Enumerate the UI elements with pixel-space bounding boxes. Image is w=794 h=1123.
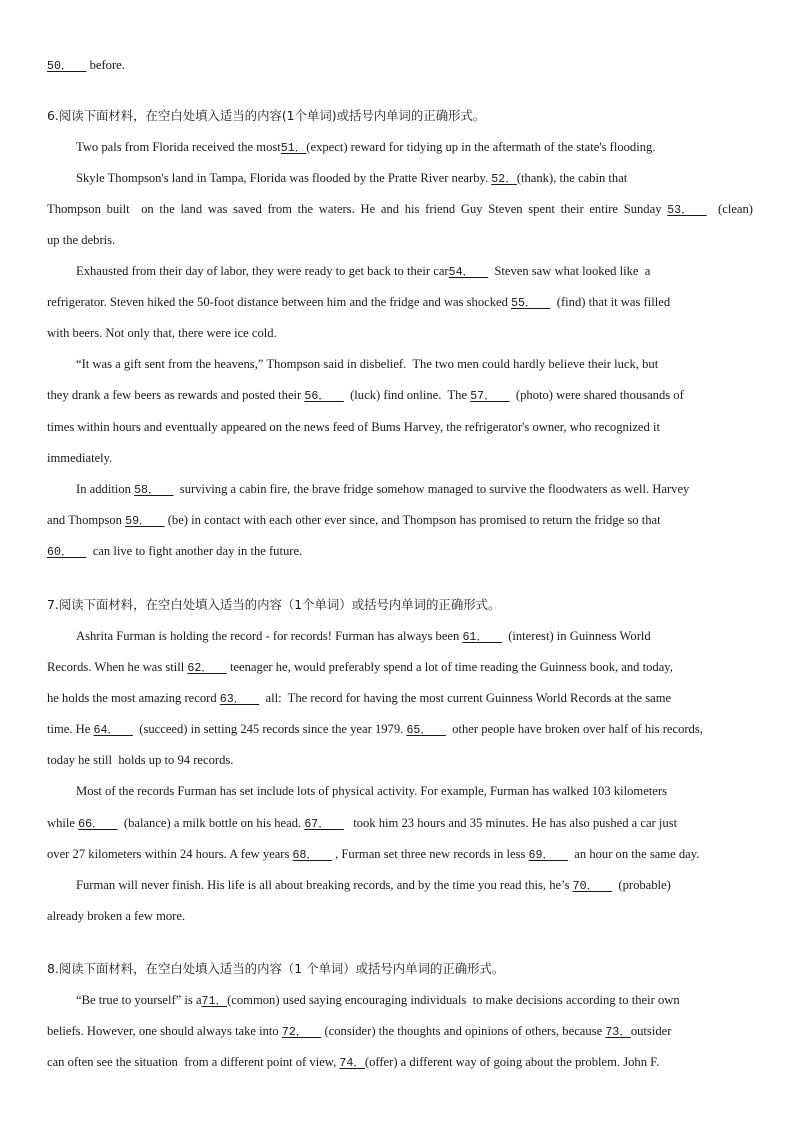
text-segment: already broken a few more. bbox=[47, 909, 186, 923]
text-segment: refrigerator. Steven hiked the 50-foot distance between him and the fridge and was shocked bbox=[47, 295, 512, 309]
text-segment: times within hours and eventually appeared on the news feed of Bums Harvey, the refrigerator's owner, who recognized it bbox=[47, 420, 660, 434]
text-line bbox=[76, 138, 753, 156]
text-segment: other people have broken over half of his records, bbox=[445, 722, 703, 736]
text-segment: 7.阅读下面材料，在空白处填入适当的内容（1个单词）或括号内单词的正确形式。 bbox=[47, 597, 501, 612]
text-line bbox=[47, 658, 753, 676]
text-segment: all: The record for having the most current Guinness World Records at the same bbox=[259, 691, 672, 705]
text-segment: Steven saw what looked like a bbox=[488, 264, 651, 278]
answer-blank[interactable]: 68． bbox=[292, 849, 332, 862]
text-line bbox=[47, 293, 753, 311]
text-segment: (common) used saying encouraging individuals to make decisions according to their own bbox=[227, 993, 680, 1007]
answer-blank[interactable]: 74． bbox=[339, 1057, 365, 1070]
text-segment: they drank a few beers as rewards and posted their bbox=[47, 388, 305, 402]
text-line bbox=[76, 991, 753, 1009]
text-segment: (consider) the thoughts and opinions of others, because bbox=[321, 1024, 606, 1038]
text-segment: immediately. bbox=[47, 451, 113, 465]
text-segment: (probable) bbox=[612, 878, 671, 892]
text-line bbox=[47, 56, 753, 74]
text-segment: 6.阅读下面材料，在空白处填入适当的内容(1个单词)或括号内单词的正确形式。 bbox=[47, 108, 486, 123]
text-segment: time. He bbox=[47, 722, 94, 736]
text-segment: “Be true to yourself” is a bbox=[76, 993, 202, 1007]
text-line bbox=[47, 200, 753, 218]
text-segment: before. bbox=[86, 58, 125, 72]
text-segment: (clean) bbox=[706, 202, 753, 216]
answer-blank[interactable]: 59． bbox=[125, 515, 165, 528]
text-segment: Most of the records Furman has set include lots of physical activity. For example, Furman has walked 103 kilometers bbox=[76, 784, 667, 798]
answer-blank[interactable]: 66． bbox=[78, 818, 118, 831]
answer-blank[interactable]: 53． bbox=[667, 204, 707, 217]
answer-blank[interactable]: 65． bbox=[406, 724, 446, 737]
text-segment: Records. When he was still bbox=[47, 660, 188, 674]
answer-blank[interactable]: 70． bbox=[572, 880, 613, 893]
text-segment: can often see the situation from a different point of view, bbox=[47, 1055, 340, 1069]
text-segment: Thompson built on the land was saved from the waters. He and his friend Guy Steven spent their entire Sunday bbox=[47, 202, 668, 216]
text-segment: (luck) find online. The bbox=[343, 388, 471, 402]
answer-blank[interactable]: 67． bbox=[304, 818, 344, 831]
answer-blank[interactable]: 55． bbox=[511, 297, 551, 310]
text-line bbox=[47, 542, 753, 560]
answer-blank[interactable]: 69． bbox=[528, 849, 568, 862]
text-segment: with beers. Not only that, there were ice cold. bbox=[47, 326, 277, 340]
text-segment: over 27 kilometers within 24 hours. A few years bbox=[47, 847, 293, 861]
answer-blank[interactable]: 63． bbox=[219, 693, 260, 706]
text-segment: (succeed) in setting 245 records since the year 1979. bbox=[132, 722, 407, 736]
text-segment: Exhausted from their day of labor, they were ready to get back to their car bbox=[76, 264, 449, 278]
answer-blank[interactable]: 50． bbox=[47, 60, 87, 73]
section-heading bbox=[47, 596, 753, 614]
text-line bbox=[47, 418, 753, 436]
text-segment: (expect) reward for tidying up in the aftermath of the state's flooding. bbox=[306, 140, 656, 154]
text-line bbox=[76, 480, 753, 498]
text-segment: In addition bbox=[76, 482, 135, 496]
text-line bbox=[47, 751, 753, 769]
text-segment: (be) in contact with each other ever since, and Thompson has promised to return the fridge so that bbox=[164, 513, 661, 527]
answer-blank[interactable]: 57． bbox=[470, 390, 510, 403]
text-line bbox=[47, 231, 753, 249]
text-segment: surviving a cabin fire, the brave fridge somehow managed to survive the floodwaters as well. Harvey bbox=[173, 482, 690, 496]
text-segment: he holds the most amazing record bbox=[47, 691, 220, 705]
text-segment: can live to fight another day in the future. bbox=[86, 544, 303, 558]
text-segment: teenager he, would preferably spend a lot of time reading the Guinness book, and today, bbox=[226, 660, 673, 674]
answer-blank[interactable]: 64． bbox=[93, 724, 133, 737]
answer-blank[interactable]: 60． bbox=[47, 546, 87, 559]
text-line bbox=[76, 782, 753, 800]
text-line bbox=[76, 355, 753, 373]
text-segment: , Furman set three new records in less bbox=[331, 847, 529, 861]
text-segment: (offer) a different way of going about the problem. John F. bbox=[364, 1055, 660, 1069]
text-segment: (interest) in Guinness World bbox=[501, 629, 651, 643]
text-segment: Skyle Thompson's land in Tampa, Florida was flooded by the Pratte River nearby. bbox=[76, 171, 492, 185]
text-segment: Furman will never finish. His life is all about breaking records, and by the time you read this, he’s bbox=[76, 878, 573, 892]
text-line bbox=[76, 169, 753, 187]
text-line bbox=[47, 511, 753, 529]
text-line bbox=[47, 324, 753, 342]
text-segment: outsider bbox=[630, 1024, 672, 1038]
text-line bbox=[47, 845, 753, 863]
answer-blank[interactable]: 52． bbox=[491, 173, 517, 186]
text-segment: (find) that it was filled bbox=[550, 295, 671, 309]
answer-blank[interactable]: 61． bbox=[462, 631, 502, 644]
text-line bbox=[47, 720, 753, 738]
text-line bbox=[76, 876, 753, 894]
answer-blank[interactable]: 71． bbox=[201, 995, 228, 1008]
text-segment: (thank), the cabin that bbox=[516, 171, 628, 185]
answer-blank[interactable]: 72． bbox=[281, 1026, 322, 1039]
text-line bbox=[47, 907, 753, 925]
answer-blank[interactable]: 54． bbox=[448, 266, 489, 279]
text-line bbox=[76, 627, 753, 645]
text-line bbox=[47, 386, 753, 404]
answer-blank[interactable]: 56． bbox=[304, 390, 344, 403]
text-segment: beliefs. However, one should always take into bbox=[47, 1024, 282, 1038]
text-segment: up the debris. bbox=[47, 233, 116, 247]
answer-blank[interactable]: 58． bbox=[134, 484, 174, 497]
text-segment: while bbox=[47, 816, 79, 830]
text-line bbox=[76, 262, 753, 280]
text-segment: an hour on the same day. bbox=[567, 847, 700, 861]
text-line bbox=[47, 814, 753, 832]
text-segment: 8.阅读下面材料，在空白处填入适当的内容（1 个单词）或括号内单词的正确形式。 bbox=[47, 961, 505, 976]
text-segment: (balance) a milk bottle on his head. bbox=[117, 816, 305, 830]
text-line bbox=[47, 449, 753, 467]
text-line bbox=[47, 1022, 753, 1040]
section-heading bbox=[47, 107, 753, 125]
section-heading bbox=[47, 960, 753, 978]
text-segment: Two pals from Florida received the most bbox=[76, 140, 281, 154]
text-line bbox=[47, 1053, 753, 1071]
text-line bbox=[47, 689, 753, 707]
answer-blank[interactable]: 62． bbox=[187, 662, 227, 675]
answer-blank[interactable]: 51． bbox=[280, 142, 307, 155]
answer-blank[interactable]: 73． bbox=[605, 1026, 631, 1039]
text-segment: took him 23 hours and 35 minutes. He has also pushed a car just bbox=[343, 816, 678, 830]
text-segment: and Thompson bbox=[47, 513, 126, 527]
text-segment: (photo) were shared thousands of bbox=[509, 388, 684, 402]
text-segment: today he still holds up to 94 records. bbox=[47, 753, 234, 767]
text-segment: Ashrita Furman is holding the record - for records! Furman has always been bbox=[76, 629, 463, 643]
text-segment: “It was a gift sent from the heavens,” Thompson said in disbelief. The two men could hardly believe their luck, but bbox=[76, 357, 659, 371]
